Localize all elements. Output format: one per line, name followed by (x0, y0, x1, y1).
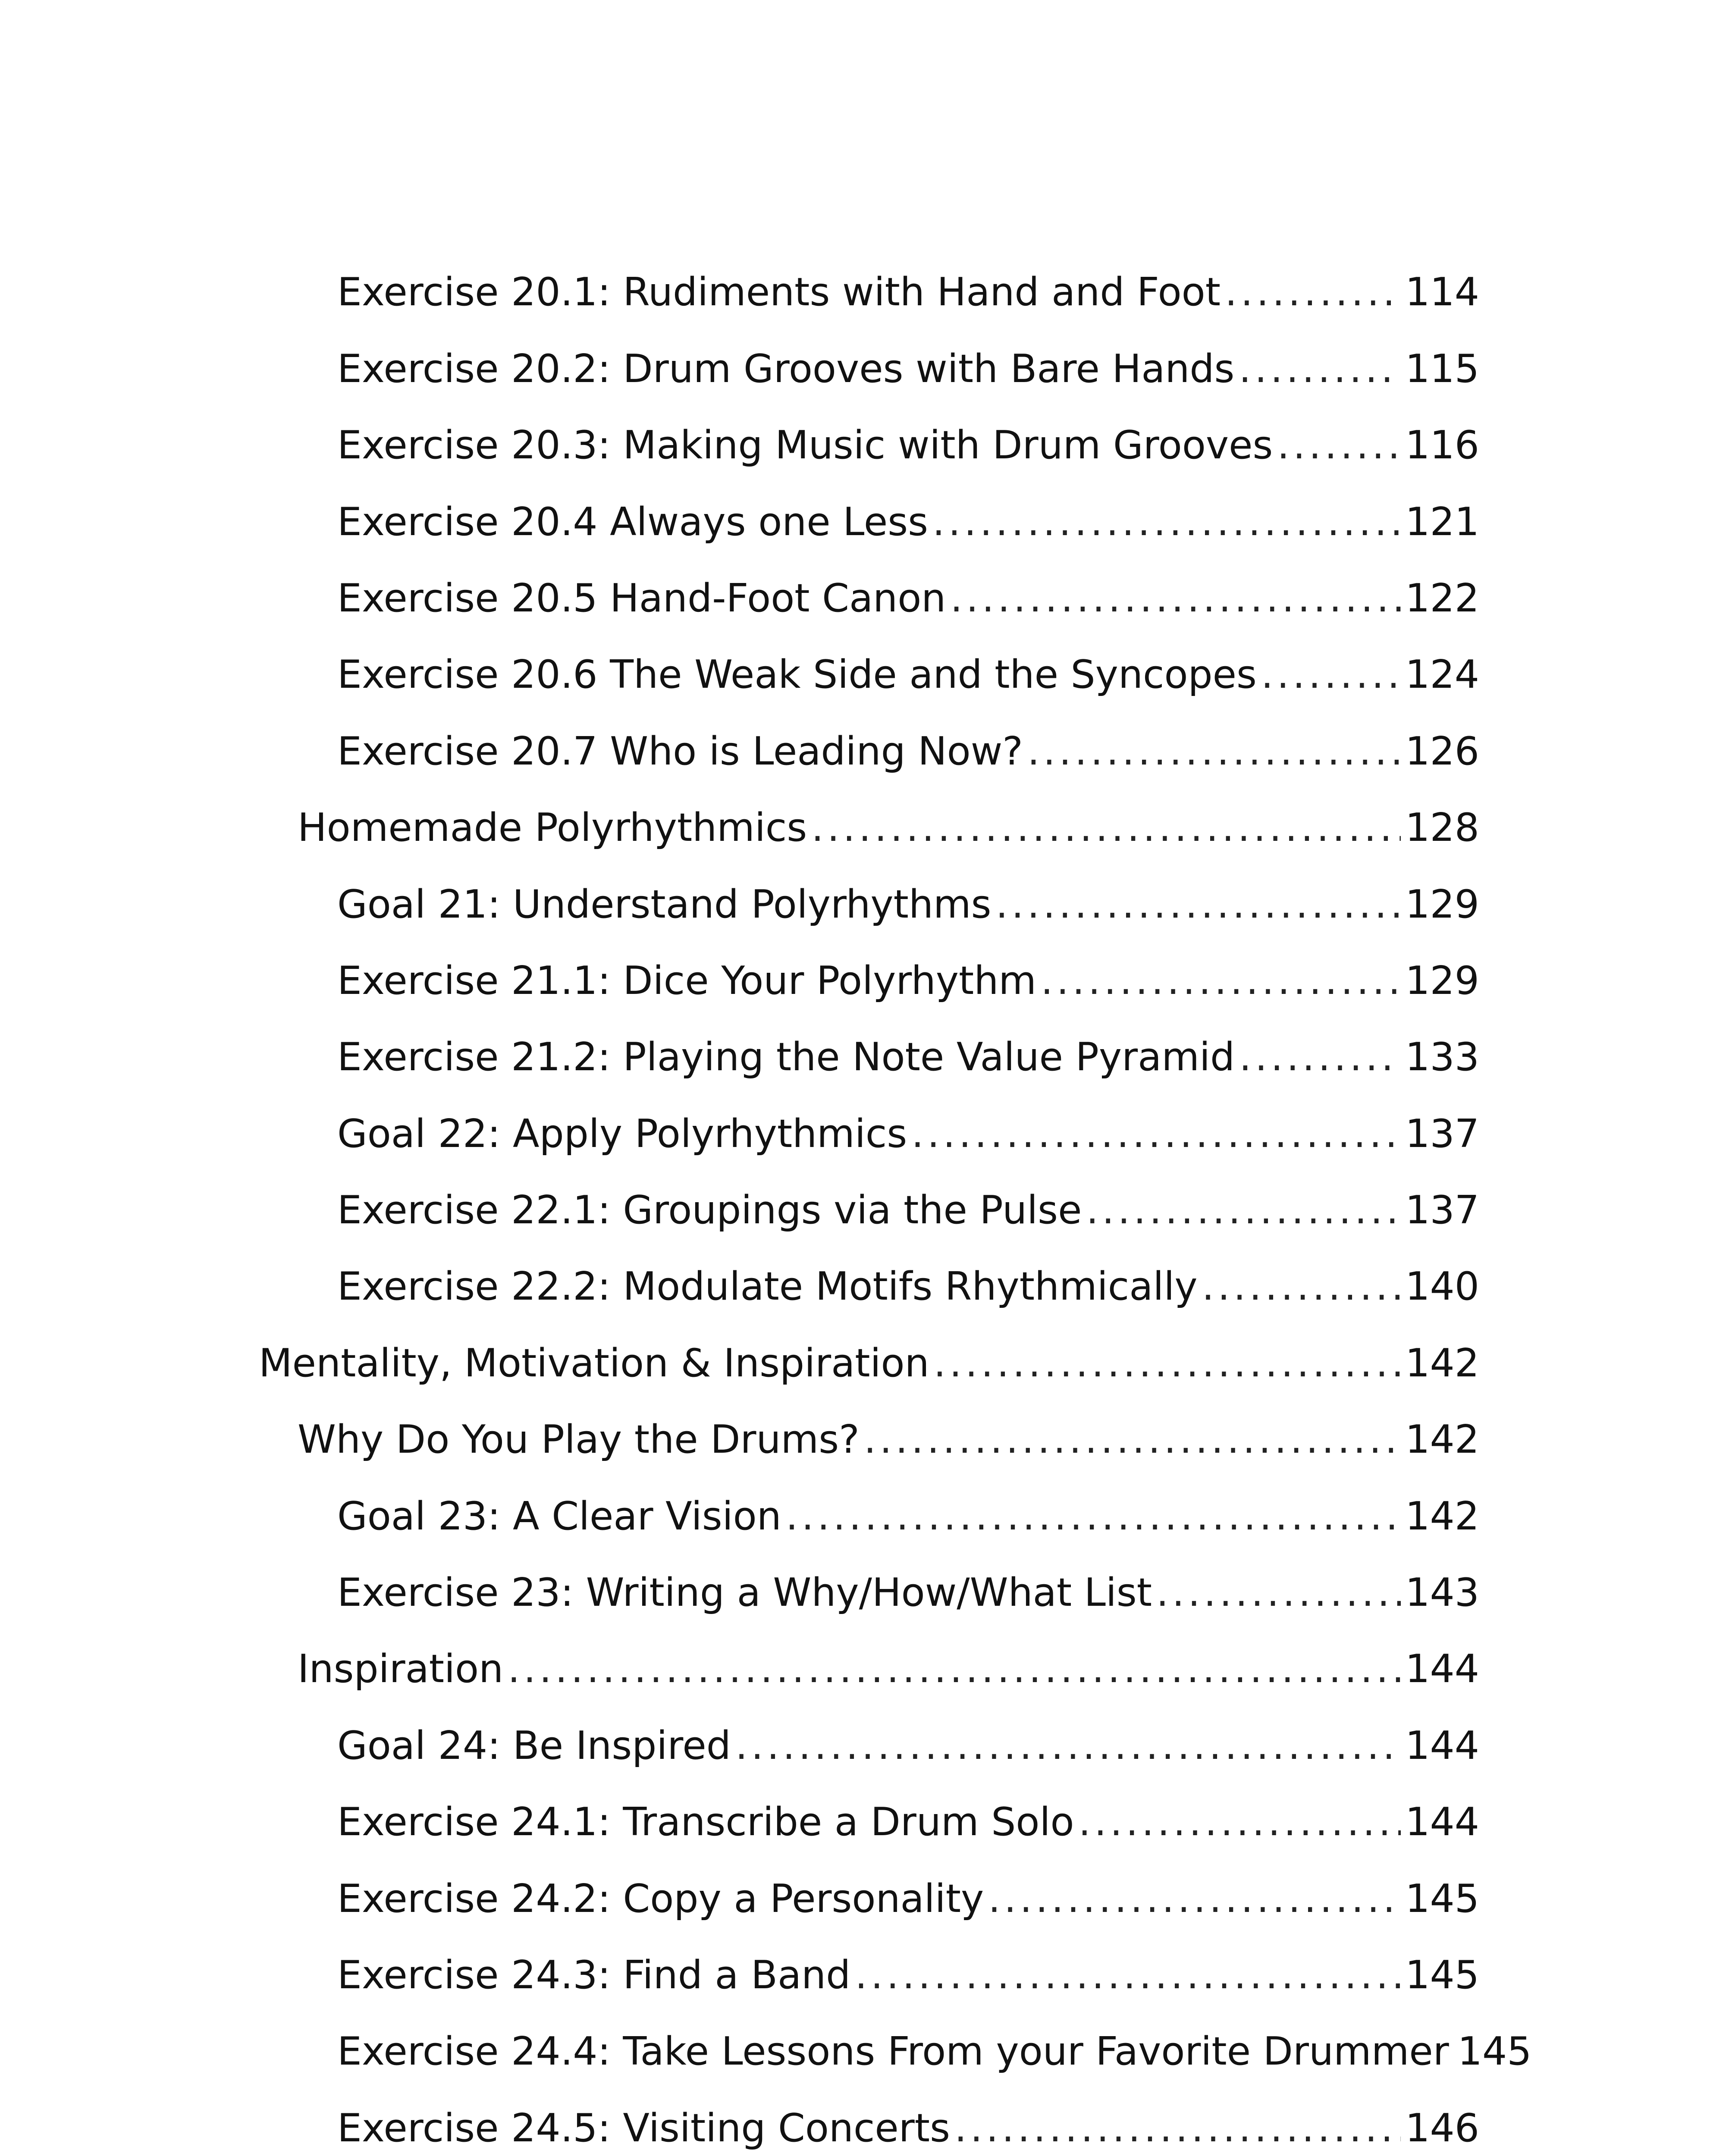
toc-entry-line (259, 1340, 1479, 1386)
toc-entry[interactable] (0, 246, 1732, 322)
toc-entry-line (337, 270, 1479, 315)
toc-entry-line (337, 1111, 1479, 1156)
toc-entry-page-number: 115 (1405, 346, 1479, 392)
toc-entry-page-number: 142 (1405, 1417, 1479, 1463)
toc-entry-title: Mentality, Motivation & Inspiration (259, 1340, 929, 1386)
toc-entry-title: Inspiration (298, 1646, 504, 1692)
dot-leader (1041, 962, 1401, 1000)
dot-leader (1086, 1191, 1401, 1230)
toc-entry-line (337, 1188, 1479, 1233)
toc-entry-page-number: 144 (1405, 1723, 1479, 1768)
toc-entry[interactable] (0, 322, 1732, 398)
toc-entry-page-number: 140 (1405, 1264, 1479, 1310)
toc-entry[interactable] (0, 399, 1732, 475)
toc-entry[interactable] (0, 1776, 1732, 1852)
toc-entry-title: Goal 24: Be Inspired (337, 1723, 731, 1768)
toc-entry[interactable] (0, 1699, 1732, 1775)
toc-entry-line (298, 805, 1479, 851)
toc-entry[interactable] (0, 1240, 1732, 1316)
toc-entry-line (337, 1570, 1479, 1616)
toc-entry-title: Exercise 21.2: Playing the Note Value Pyramid (337, 1034, 1235, 1080)
toc-entry-line (337, 575, 1479, 621)
toc-entry-page-number: 137 (1405, 1111, 1479, 1156)
toc-entry-page-number: 126 (1405, 728, 1479, 774)
toc-entry-title: Goal 22: Apply Polyrhythmics (337, 1111, 907, 1156)
toc-entry-line (337, 1034, 1479, 1080)
toc-entry[interactable] (0, 628, 1732, 705)
dot-leader (855, 1956, 1401, 1995)
toc-entry[interactable] (0, 2081, 1732, 2156)
toc-entry-line (337, 1723, 1479, 1768)
toc-entry-line (337, 423, 1479, 468)
toc-entry[interactable] (0, 1087, 1732, 1163)
toc-entry-title: Homemade Polyrhythmics (298, 805, 807, 851)
toc-entry-line (337, 2105, 1479, 2151)
toc-entry-page-number: 143 (1405, 1570, 1479, 1616)
toc-entry-page-number: 145 (1405, 1876, 1479, 1921)
dot-leader (811, 808, 1401, 847)
toc-entry[interactable] (0, 1623, 1732, 1699)
toc-entry-line (298, 1646, 1479, 1692)
dot-leader (954, 2109, 1401, 2148)
toc-entry-title: Exercise 24.1: Transcribe a Drum Solo (337, 1799, 1074, 1845)
dot-leader (1261, 655, 1401, 694)
toc-entry-page-number: 146 (1405, 2105, 1479, 2151)
dot-leader (911, 1115, 1401, 1153)
toc-entry-title: Exercise 20.2: Drum Grooves with Bare Hands (337, 346, 1235, 392)
toc-entry-title: Exercise 20.6 The Weak Side and the Syncopes (337, 652, 1257, 698)
toc-entry-page-number: 137 (1405, 1188, 1479, 1233)
toc-entry-title: Exercise 20.3: Making Music with Drum Grooves (337, 423, 1273, 468)
dot-leader (1156, 1573, 1401, 1612)
dot-leader (950, 579, 1401, 618)
dot-leader (988, 1880, 1401, 1918)
toc-entry-title: Exercise 21.1: Dice Your Polyrhythm (337, 958, 1037, 1003)
toc-entry-title: Exercise 24.2: Copy a Personality (337, 1876, 984, 1921)
toc-entry[interactable] (0, 2005, 1732, 2081)
toc-entry[interactable] (0, 858, 1732, 934)
toc-entry-page-number: 145 (1457, 2029, 1532, 2075)
toc-entry-title: Exercise 24.5: Visiting Concerts (337, 2105, 950, 2151)
toc-entry-page-number: 122 (1405, 575, 1479, 621)
toc-entry[interactable] (0, 1470, 1732, 1546)
dot-leader (786, 1497, 1401, 1536)
toc-entry[interactable] (0, 1546, 1732, 1623)
toc-entry-line (337, 652, 1479, 698)
toc-entry[interactable] (0, 1393, 1732, 1470)
toc-entry-page-number: 129 (1405, 958, 1479, 1003)
toc-entry-page-number: 114 (1405, 270, 1479, 315)
toc-entry[interactable] (0, 1929, 1732, 2005)
toc-entry-line (337, 499, 1479, 545)
toc-entry-page-number: 124 (1405, 652, 1479, 698)
toc-entry[interactable] (0, 475, 1732, 552)
toc-entry-title: Exercise 23: Writing a Why/How/What List (337, 1570, 1152, 1616)
toc-entry[interactable] (0, 552, 1732, 628)
toc-entry-title: Why Do You Play the Drums? (298, 1417, 860, 1463)
toc-entry-title: Exercise 20.7 Who is Leading Now? (337, 728, 1023, 774)
toc-entry[interactable] (0, 934, 1732, 1011)
toc-entry-line (337, 2029, 1532, 2075)
toc-entry-page-number: 142 (1405, 1340, 1479, 1386)
dot-leader (735, 1727, 1401, 1765)
toc-entry-line (337, 1952, 1479, 1998)
toc-entry-title: Exercise 24.3: Find a Band (337, 1952, 851, 1998)
toc-entry-page-number: 133 (1405, 1034, 1479, 1080)
dot-leader (934, 1344, 1401, 1383)
toc-entry-line (337, 1264, 1479, 1310)
toc-entry[interactable] (0, 1852, 1732, 1928)
toc-entry-title: Exercise 22.1: Groupings via the Pulse (337, 1188, 1082, 1233)
toc-entry-title: Goal 21: Understand Polyrhythms (337, 881, 992, 927)
toc-entry[interactable] (0, 1011, 1732, 1087)
dot-leader (1277, 426, 1401, 465)
toc-entry-page-number: 144 (1405, 1646, 1479, 1692)
dot-leader (1225, 273, 1401, 312)
toc-entry-line (298, 1417, 1479, 1463)
toc-entry-line (337, 1799, 1479, 1845)
dot-leader (1202, 1267, 1401, 1306)
dot-leader (508, 1650, 1401, 1689)
toc-entry-title: Exercise 20.5 Hand-Foot Canon (337, 575, 946, 621)
dot-leader (864, 1420, 1401, 1459)
toc-entry[interactable] (0, 781, 1732, 858)
toc-entry-line (337, 346, 1479, 392)
toc-entry-title: Exercise 24.4: Take Lessons From your Favorite Drummer (337, 2029, 1449, 2075)
dot-leader (996, 885, 1401, 924)
dot-leader (1027, 732, 1401, 771)
toc-entry-page-number: 121 (1405, 499, 1479, 545)
toc-entry-title: Exercise 20.1: Rudiments with Hand and Foot (337, 270, 1221, 315)
toc-entry-line (337, 958, 1479, 1003)
toc-entry[interactable] (0, 705, 1732, 781)
toc-entry-line (337, 1876, 1479, 1921)
dot-leader (1079, 1803, 1401, 1842)
toc-entry-page-number: 145 (1405, 1952, 1479, 1998)
toc-entry-title: Exercise 20.4 Always one Less (337, 499, 928, 545)
toc-entry-line (337, 881, 1479, 927)
toc-entry-page-number: 142 (1405, 1493, 1479, 1539)
table-of-contents (0, 246, 1732, 2156)
toc-entry-page-number: 128 (1405, 805, 1479, 851)
toc-entry-title: Exercise 22.2: Modulate Motifs Rhythmically (337, 1264, 1198, 1310)
toc-entry-line (337, 1493, 1479, 1539)
toc-entry-title: Goal 23: A Clear Vision (337, 1493, 781, 1539)
toc-entry[interactable] (0, 1316, 1732, 1393)
dot-leader (1239, 350, 1401, 389)
dot-leader (1239, 1038, 1401, 1077)
toc-entry-page-number: 129 (1405, 881, 1479, 927)
dot-leader (932, 503, 1401, 542)
toc-entry[interactable] (0, 1164, 1732, 1240)
toc-entry-page-number: 116 (1405, 423, 1479, 468)
toc-entry-page-number: 144 (1405, 1799, 1479, 1845)
toc-entry-line (337, 728, 1479, 774)
